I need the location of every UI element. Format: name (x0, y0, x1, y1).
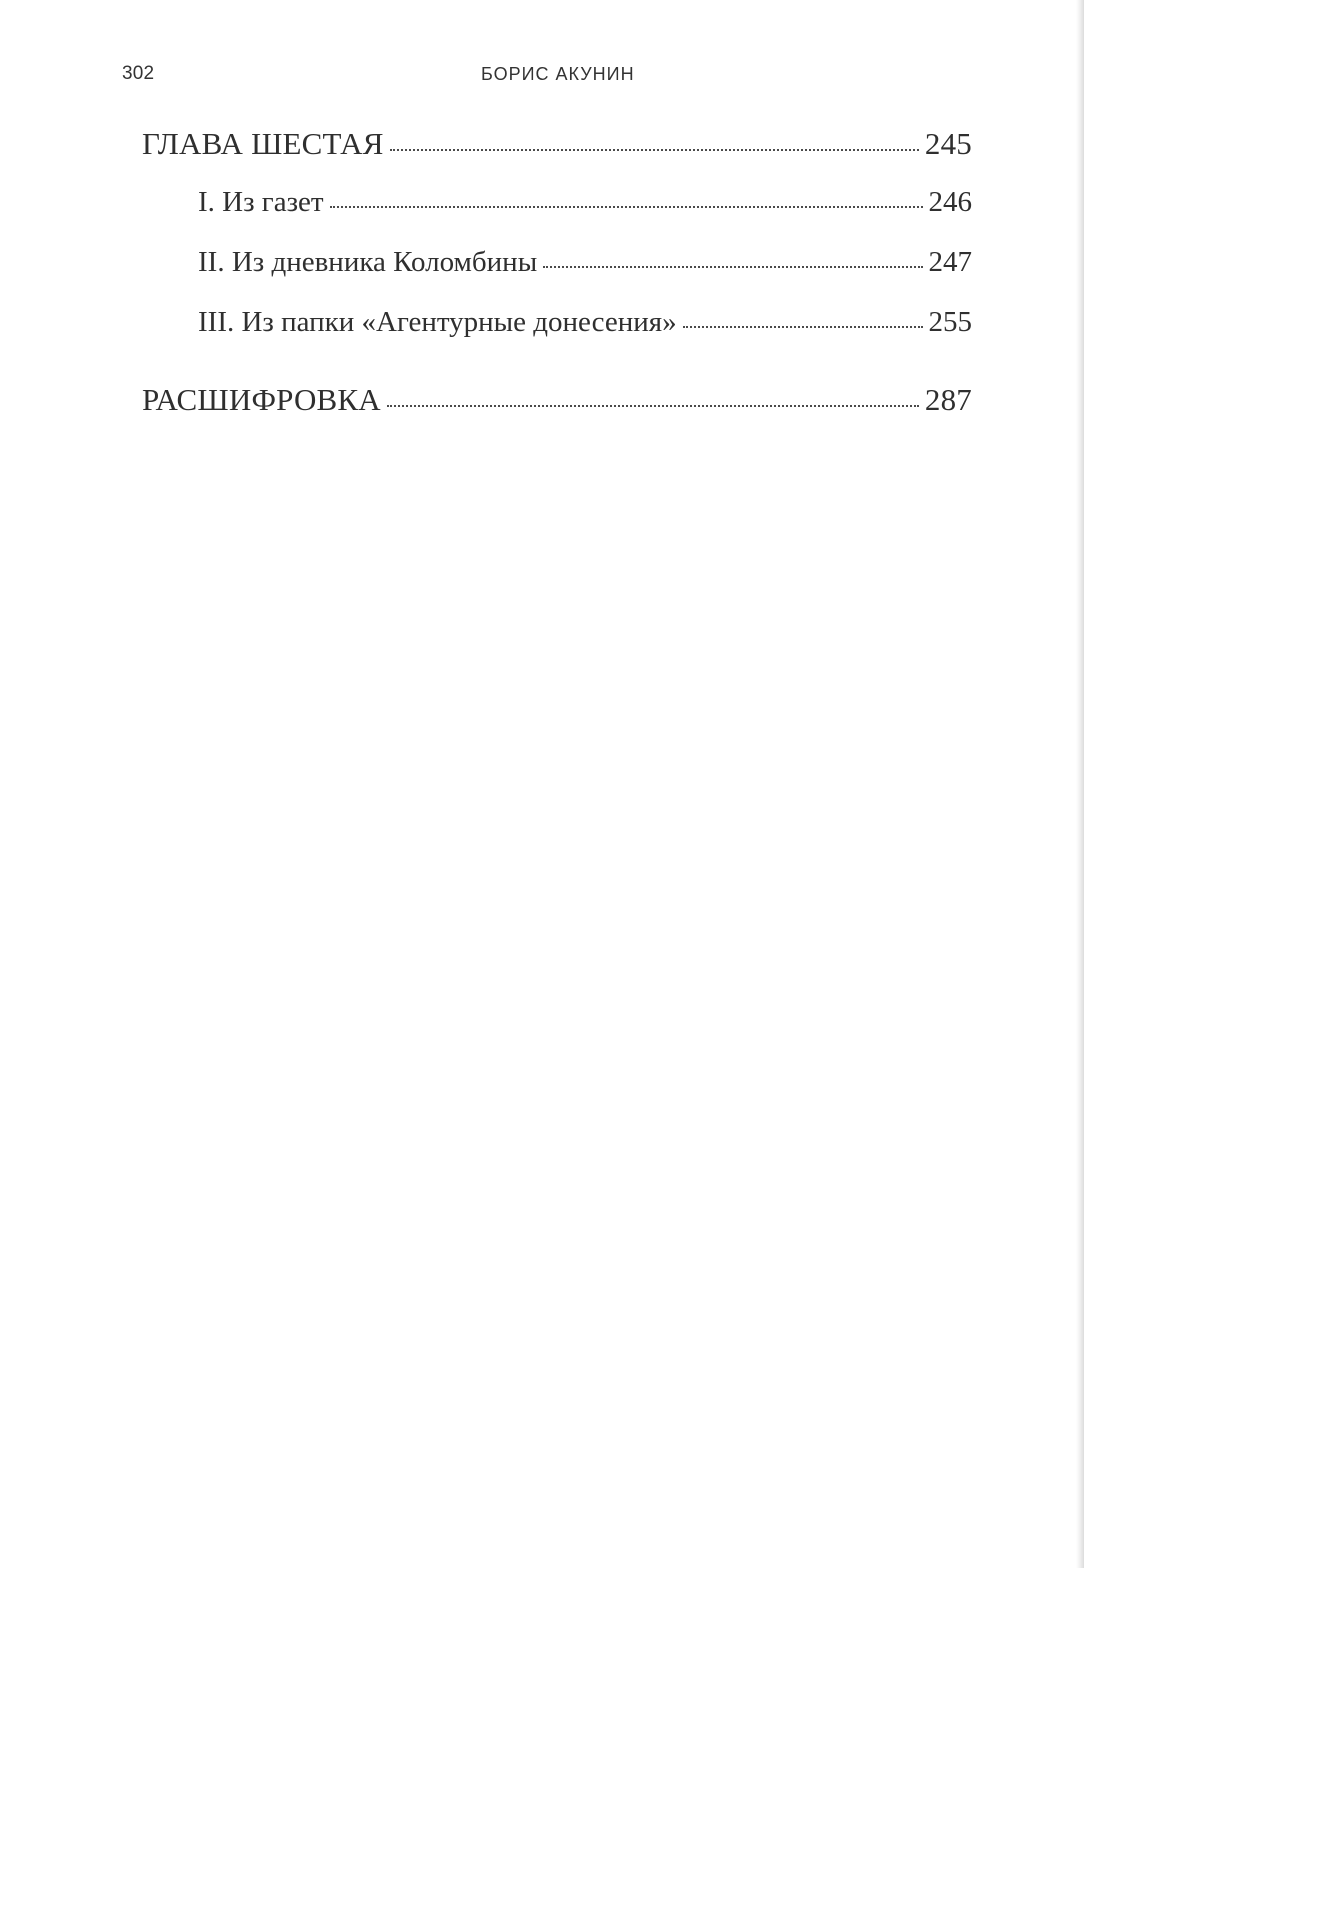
toc-entry-page: 287 (924, 382, 972, 417)
toc-entry-section-2 (198, 246, 972, 284)
dot-leader (683, 326, 923, 328)
toc-entry-section-3 (198, 306, 972, 344)
toc-entry-page: 247 (928, 246, 972, 278)
toc-entry-title: I. Из газет (198, 186, 324, 218)
toc-entry-title: III. Из папки «Агентурные донесения» (198, 306, 677, 338)
dot-leader (330, 206, 923, 208)
toc-entry-page: 255 (928, 306, 972, 338)
running-head (0, 62, 1084, 86)
dot-leader (543, 266, 922, 268)
toc-entry-title: РАСШИФРОВКА (142, 382, 381, 417)
toc-entry-page: 245 (924, 126, 972, 161)
toc-entry-section-1 (198, 186, 972, 224)
toc-entry-title: ГЛАВА ШЕСТАЯ (142, 126, 384, 161)
toc-entry-decryption (142, 382, 972, 422)
toc-entry-page: 246 (928, 186, 972, 218)
running-head-author: БОРИС АКУНИН (481, 64, 635, 84)
dot-leader (390, 149, 919, 151)
toc-entry-title: II. Из дневника Коломбины (198, 246, 538, 278)
dot-leader (387, 405, 919, 407)
page-number: 302 (122, 63, 155, 84)
toc-entry-chapter-six (142, 126, 972, 166)
page-edge-shadow (1076, 0, 1084, 1568)
